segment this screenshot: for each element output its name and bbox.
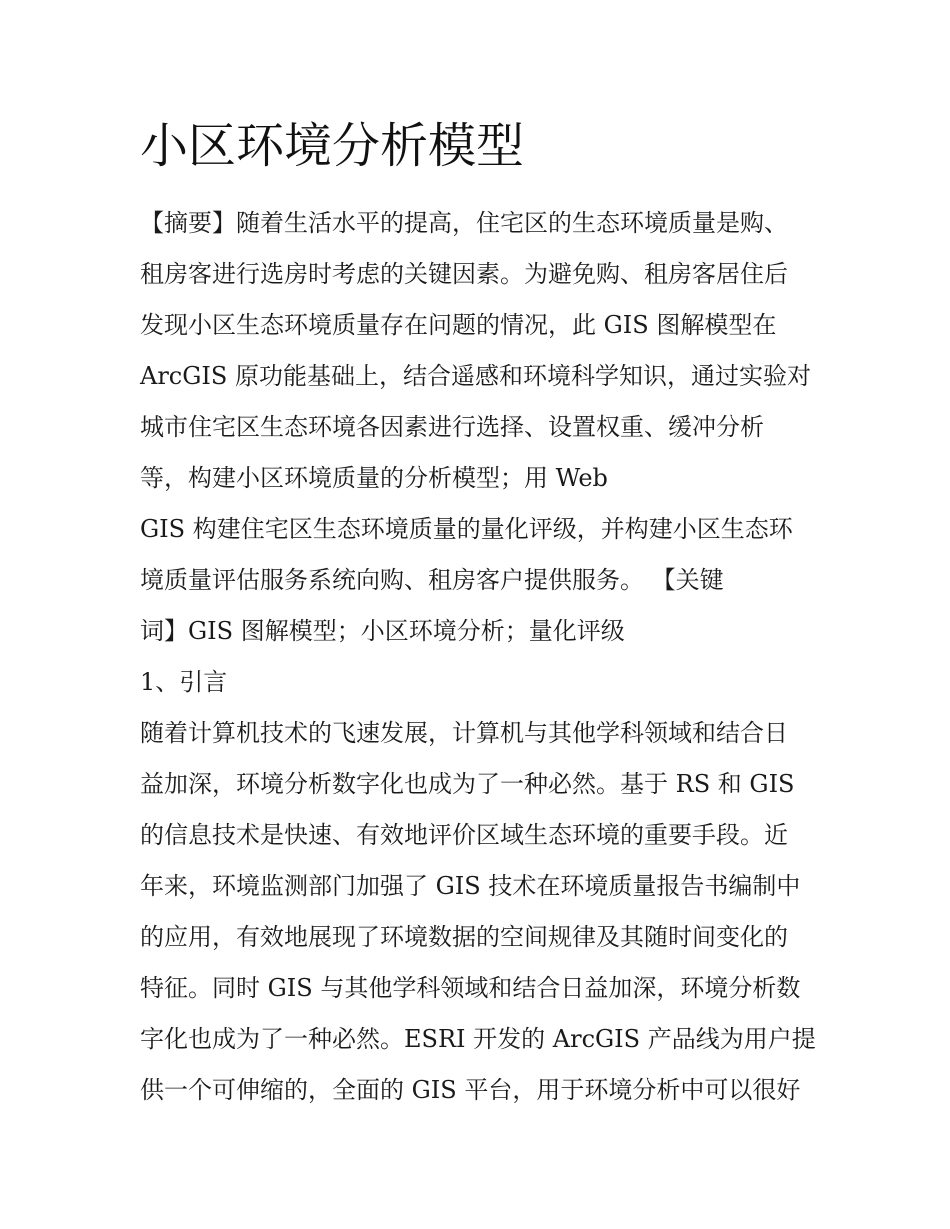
- abstract-line: 城市住宅区生态环境各因素进行选择、设置权重、缓冲分析: [140, 413, 764, 441]
- document-title: 小区环境分析模型: [140, 118, 525, 174]
- paragraph-line: 特征。同时 GIS 与其他学科领域和结合日益加深，环境分析数: [140, 974, 801, 1002]
- abstract-line: 租房客进行选房时考虑的关键因素。为避免购、租房客居住后: [140, 260, 788, 288]
- paragraph-line: 年来，环境监测部门加强了 GIS 技术在环境质量报告书编制中: [140, 872, 801, 900]
- paragraph-line: 随着计算机技术的飞速发展，计算机与其他学科领域和结合日: [140, 719, 788, 747]
- paragraph-line: 益加深，环境分析数字化也成为了一种必然。基于 RS 和 GIS: [140, 770, 795, 798]
- abstract-line: 【摘要】随着生活水平的提高，住宅区的生态环境质量是购、: [140, 209, 788, 237]
- paragraph-line: 的应用，有效地展现了环境数据的空间规律及其随时间变化的: [140, 923, 788, 951]
- keywords-line: 词】GIS 图解模型；小区环境分析；量化评级: [140, 617, 625, 645]
- section-heading: 1、引言: [140, 668, 228, 696]
- abstract-line: GIS 构建住宅区生态环境质量的量化评级，并构建小区生态环: [140, 515, 793, 543]
- paragraph-line: 字化也成为了一种必然。ESRI 开发的 ArcGIS 产品线为用户提: [140, 1025, 816, 1053]
- paragraph-line: 供一个可伸缩的，全面的 GIS 平台，用于环境分析中可以很好: [140, 1076, 801, 1104]
- abstract-line: 等，构建小区环境质量的分析模型；用 Web: [140, 464, 608, 492]
- abstract-line: 境质量评估服务系统向购、租房客户提供服务。 【关键: [140, 566, 724, 594]
- paragraph-line: 的信息技术是快速、有效地评价区域生态环境的重要手段。近: [140, 821, 788, 849]
- abstract-line: 发现小区生态环境质量存在问题的情况，此 GIS 图解模型在: [140, 311, 777, 339]
- abstract-line: ArcGIS 原功能基础上，结合遥感和环境科学知识，通过实验对: [140, 362, 811, 390]
- document-body: [140, 202, 840, 1120]
